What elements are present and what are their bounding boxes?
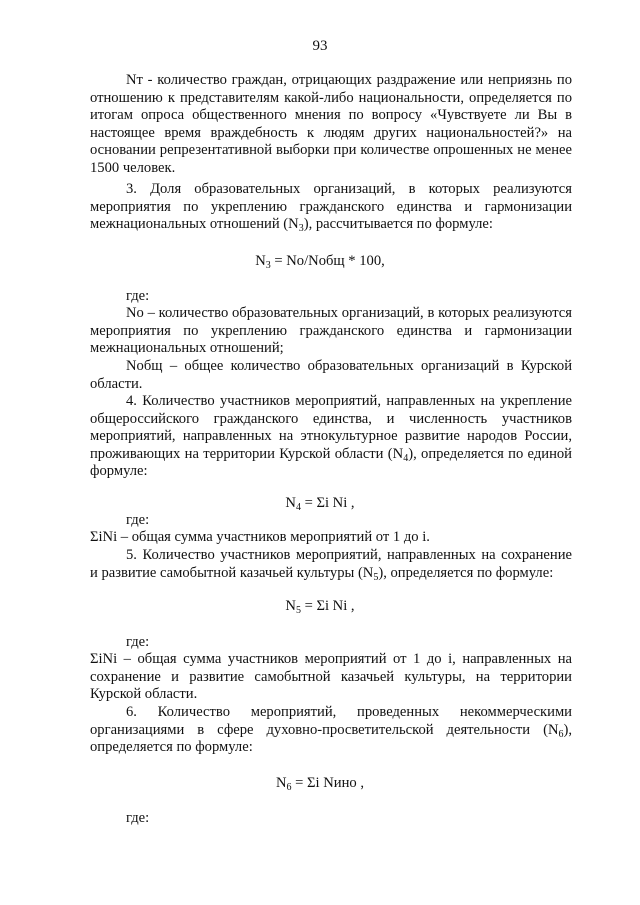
- formula-n6: [0, 775, 640, 793]
- item-6-text: 6. Количество мероприятий, проведенных некоммерческими организациями в сфере духовно-просветительской деятельности (N: [90, 704, 572, 738]
- paragraph-item-6: [90, 704, 572, 757]
- item-5-text-end: ), определяется по формуле:: [378, 564, 554, 581]
- formula-n3-symbol: N: [255, 253, 266, 269]
- item-3-text: 3. Доля образовательных организаций, в которых реализуются мероприятия по укреплению гражданского единства и гармонизации межнациональных отношений (N: [90, 181, 572, 233]
- item-5-text: 5. Количество участников мероприятий, направленных на сохранение и развитие самобытной казачьей культуры (N: [90, 547, 572, 581]
- formula-n4-expression: = Σi Ni ,: [300, 495, 355, 511]
- formula-n5-subscript: 5: [295, 605, 301, 616]
- paragraph-sum-definition-2: ΣiNi – общая сумма участников мероприятий от 1 до i, направленных на сохранение и развитие самобытной казачьей культуры, на территории Курской области.: [90, 651, 572, 703]
- paragraph-sum-definition-1: ΣiNi – общая сумма участников мероприятий от 1 до i.: [90, 529, 430, 545]
- where-label-4: где:: [126, 810, 150, 826]
- page-number: 93: [312, 38, 328, 54]
- paragraph-no-definition: Nо – количество образовательных организаций, в которых реализуются мероприятия по укреплению гражданского единства и гармонизации межнациональных отношений;: [90, 305, 572, 357]
- item-5-subscript: 5: [373, 571, 379, 583]
- formula-n6-symbol: N: [275, 775, 287, 791]
- formula-n3-expression: = Nо/Nобщ * 100,: [270, 253, 385, 269]
- formula-n3-subscript: 3: [265, 260, 271, 271]
- paragraph-nobsch-definition: Nобщ – общее количество образовательных организаций в Курской области.: [90, 358, 572, 392]
- item-4-text: 4. Количество участников мероприятий, направленных на укрепление общероссийского гражданского единства, и численность участников мероприятий, направленных на этнокультурное развитие народов России, проживающих на территории Курской области (N: [90, 393, 572, 462]
- formula-n6-expression: = Σi Nино ,: [291, 775, 365, 791]
- item-4-subscript: 4: [403, 452, 409, 464]
- where-label-2: где:: [126, 512, 150, 528]
- where-label-1: где:: [126, 288, 150, 304]
- formula-n5-symbol: N: [285, 598, 296, 614]
- paragraph-item-4: [90, 393, 572, 481]
- formula-n4: [0, 495, 640, 513]
- paragraph-item-5: [90, 547, 572, 582]
- formula-n5: [0, 598, 640, 616]
- formula-n5-expression: = Σi Ni ,: [300, 598, 355, 614]
- paragraph-nt-definition: Nт - количество граждан, отрицающих раздражение или неприязнь по отношению к представителям какой-либо национальности, определяется по итогам опроса общественного мнения по вопросу «Чувствуете ли Вы в настоящее время враждебность к людям других национальностей?» на основании репрезентативной выборки при количестве опрошенных не менее 1500 человек.: [90, 72, 572, 176]
- paragraph-item-3: [90, 181, 572, 234]
- formula-n6-subscript: 6: [286, 782, 292, 793]
- item-3-text-end: ), рассчитывается по формуле:: [303, 216, 493, 233]
- formula-n4-subscript: 4: [295, 502, 301, 513]
- item-4-text-end: ), определяется по единой формуле:: [90, 445, 572, 480]
- item-6-text-end: ), определяется по формуле:: [90, 721, 572, 756]
- item-6-subscript: 6: [558, 728, 564, 740]
- formula-n4-symbol: N: [285, 495, 296, 511]
- item-3-subscript: 3: [298, 223, 304, 235]
- where-label-3: где:: [126, 634, 150, 650]
- formula-n3: [0, 253, 640, 271]
